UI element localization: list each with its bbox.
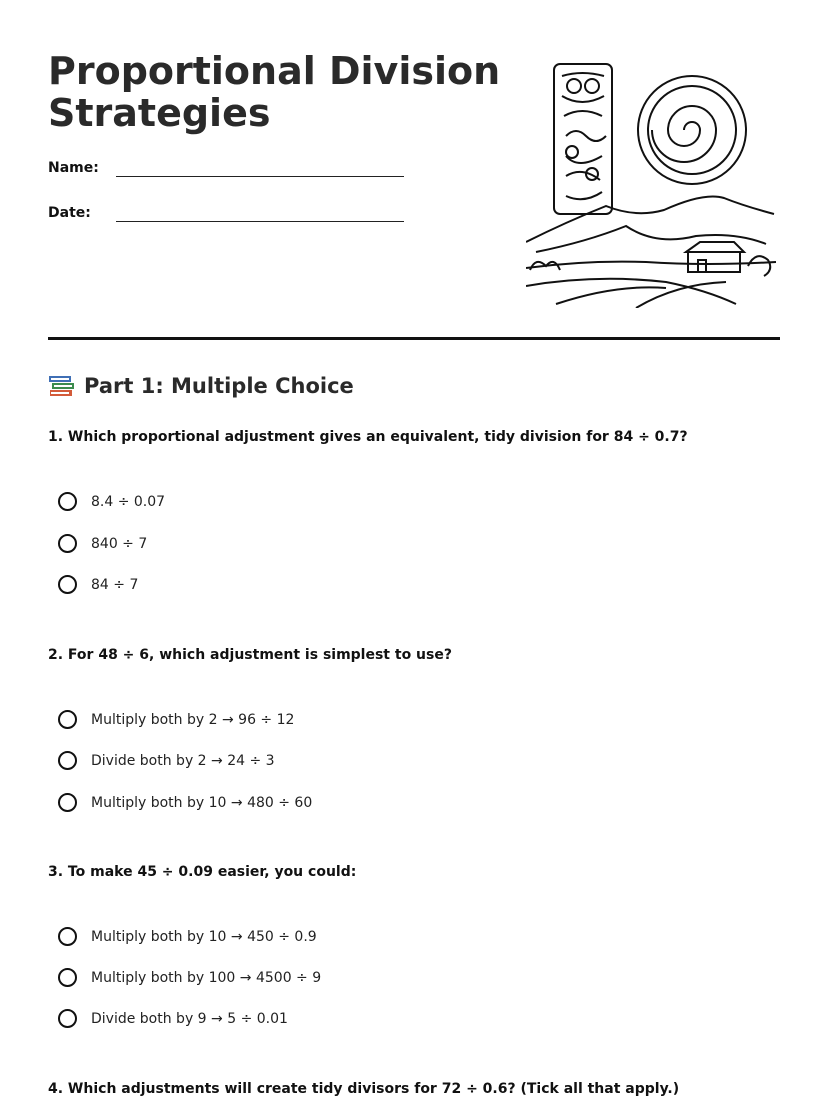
- q2-option-2[interactable]: [58, 751, 275, 770]
- radio-button[interactable]: [58, 927, 77, 946]
- option-label: Multiply both by 10 → 480 ÷ 60: [91, 794, 313, 811]
- question-1: 1. Which proportional adjustment gives an equivalent, tidy division for 84 ÷ 0.7?: [48, 429, 688, 445]
- books-icon: [48, 374, 76, 398]
- radio-button[interactable]: [58, 534, 77, 553]
- date-field: [48, 205, 116, 221]
- page-title: Proportional Division Strategies: [48, 49, 501, 135]
- radio-button[interactable]: [58, 751, 77, 770]
- q2-option-3[interactable]: [58, 793, 312, 812]
- header-divider: [48, 337, 780, 340]
- radio-button[interactable]: [58, 710, 77, 729]
- q2-option-1[interactable]: [58, 710, 294, 729]
- q1-option-1[interactable]: [58, 492, 165, 511]
- q3-option-3[interactable]: [58, 1009, 288, 1028]
- option-label: 8.4 ÷ 0.07: [91, 493, 166, 510]
- q3-option-1[interactable]: [58, 927, 317, 946]
- name-write-line[interactable]: [116, 176, 404, 177]
- radio-button[interactable]: [58, 968, 77, 987]
- section-heading: [48, 374, 354, 398]
- name-field: [48, 160, 116, 176]
- radio-button[interactable]: [58, 793, 77, 812]
- option-label: Multiply both by 2 → 96 ÷ 12: [91, 711, 295, 728]
- option-label: Divide both by 9 → 5 ÷ 0.01: [91, 1010, 288, 1027]
- option-label: Divide both by 2 → 24 ÷ 3: [91, 752, 275, 769]
- question-4: 4. Which adjustments will create tidy divisors for 72 ÷ 0.6? (Tick all that apply.): [48, 1081, 680, 1097]
- q1-option-2[interactable]: [58, 534, 147, 553]
- radio-button[interactable]: [58, 575, 77, 594]
- q1-option-3[interactable]: [58, 575, 138, 594]
- section-title: Part 1: Multiple Choice: [84, 374, 354, 398]
- name-label: Name:: [48, 160, 99, 176]
- date-label: Date:: [48, 205, 91, 221]
- question-2: 2. For 48 ÷ 6, which adjustment is simplest to use?: [48, 647, 452, 663]
- radio-button[interactable]: [58, 1009, 77, 1028]
- maori-carving-landscape-illustration: [526, 56, 776, 308]
- q3-option-2[interactable]: [58, 968, 321, 987]
- option-label: 84 ÷ 7: [91, 576, 139, 593]
- date-write-line[interactable]: [116, 221, 404, 222]
- option-label: 840 ÷ 7: [91, 535, 148, 552]
- option-label: Multiply both by 100 → 4500 ÷ 9: [91, 969, 322, 986]
- option-label: Multiply both by 10 → 450 ÷ 0.9: [91, 928, 317, 945]
- radio-button[interactable]: [58, 492, 77, 511]
- question-3: 3. To make 45 ÷ 0.09 easier, you could:: [48, 864, 357, 880]
